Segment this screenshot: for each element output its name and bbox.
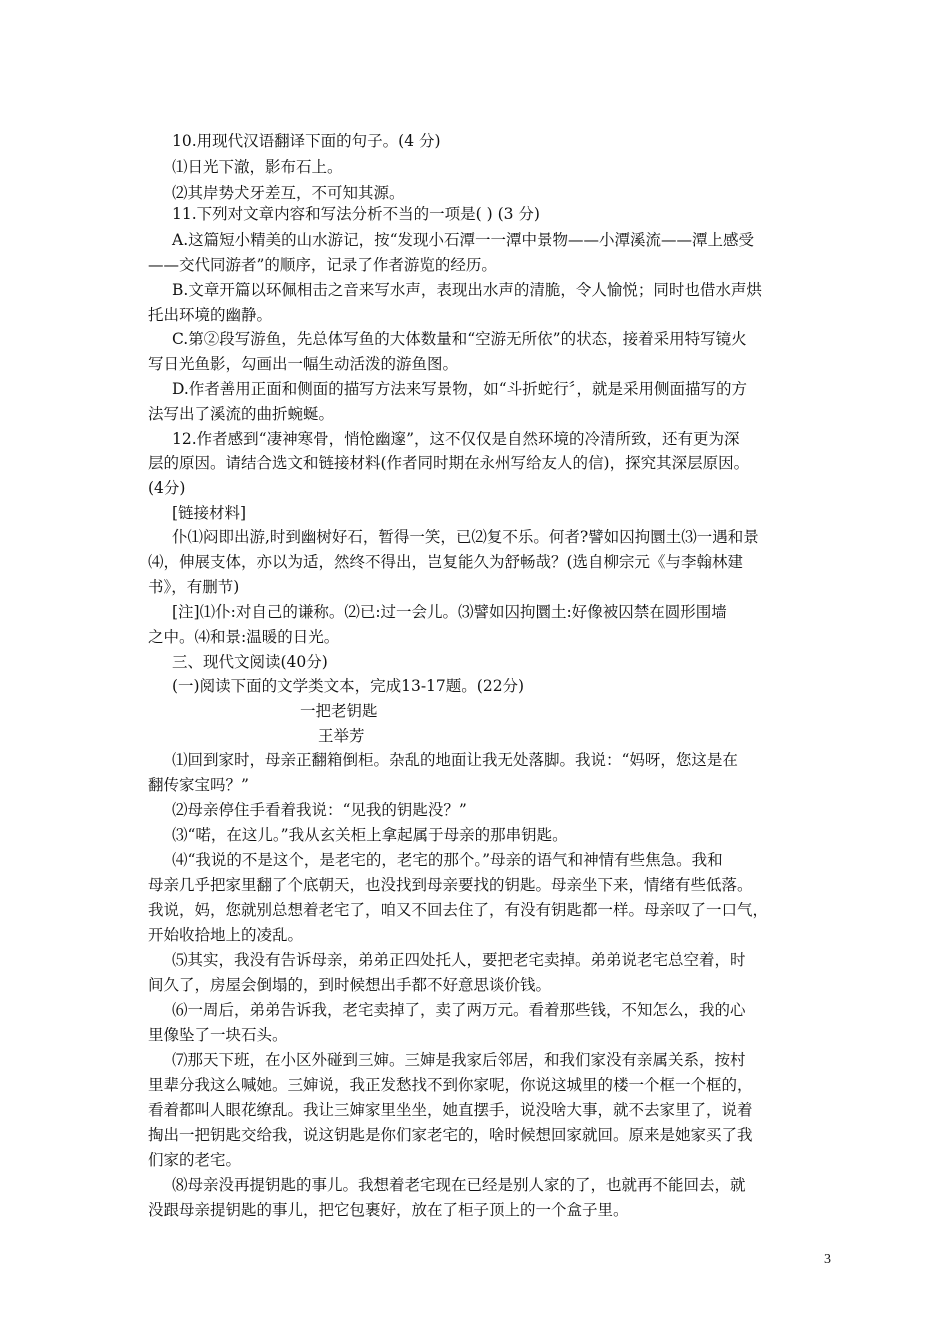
paragraph-8-line-1: ⑻母亲没再提钥匙的事儿。我想着老宅现在已经是别人家的了，也就再不能回去，就 xyxy=(172,1176,746,1194)
question-11: 11.下列对文章内容和写法分析不当的一项是( ) (3 分) xyxy=(172,205,540,223)
paragraph-7-line-5: 们家的老宅。 xyxy=(148,1151,242,1169)
question-10: 10.用现代汉语翻译下面的句子。(4 分) xyxy=(172,132,441,150)
question-12-line-3: (4分) xyxy=(148,479,186,497)
option-d-line-2: 法写出了溪流的曲折蜿蜒。 xyxy=(148,405,335,423)
question-12-line-2: 层的原因。请结合选文和链接材料(作者同时期在永州写给友人的信)，探究其深层原因。 xyxy=(148,454,750,472)
option-a-line-1: A.这篇短小精美的山水游记，按“发现小石潭一一潭中景物——小潭溪流——潭上感受 xyxy=(172,231,755,249)
paragraph-6-line-1: ⑹一周后，弟弟告诉我，老宅卖掉了，卖了两万元。看着那些钱，不知怎么，我的心 xyxy=(172,1001,746,1019)
option-d-line-1: D.作者善用正面和侧面的描写方法来写景物，如“斗折蛇行〞，就是采用侧面描写的方 xyxy=(172,380,747,398)
question-12-line-1: 12.作者感到“凄神寒骨，悄怆幽邃”，这不仅仅是自然环境的冷清所致，还有更为深 xyxy=(172,430,740,448)
question-10-item-2: ⑵其岸势犬牙差互，不可知其源。 xyxy=(172,184,405,202)
option-c-line-1: C.第②段写游鱼，先总体写鱼的大体数量和“空游无所依”的状态，接着采用特写镜火 xyxy=(172,330,747,348)
notes-line-2: 之中。⑷和景:温暖的日光。 xyxy=(148,628,340,646)
paragraph-5-line-2: 间久了，房屋会倒塌的，到时候想出手都不好意思谈价钱。 xyxy=(148,976,552,994)
option-b-line-2: 托出环境的幽静。 xyxy=(148,306,273,324)
paragraph-5-line-1: ⑸其实，我没有告诉母亲，弟弟正四处托人，要把老宅卖掉。弟弟说老宅总空着，时 xyxy=(172,951,746,969)
option-a-line-2: ——交代同游者”的顺序，记录了作者游览的经历。 xyxy=(148,256,497,274)
link-material-line-3: 书》，有删节) xyxy=(148,578,240,596)
story-title: 一把老钥匙 xyxy=(300,702,378,720)
paragraph-8-line-2: 没跟母亲提钥匙的事儿，把它包裹好，放在了柜子顶上的一个盒子里。 xyxy=(148,1201,629,1219)
question-10-item-1: ⑴日光下澈，影布石上。 xyxy=(172,158,343,176)
paragraph-1-line-2: 翻传家宝吗？” xyxy=(148,776,249,794)
link-material-line-1: 仆⑴闷即出游,时到幽树好石，暂得一笑，已⑵复不乐。何者?譬如囚拘圜土⑶一遇和景 xyxy=(172,528,759,546)
paragraph-7-line-1: ⑺那天下班，在小区外碰到三婶。三婶是我家后邻居，和我们家没有亲属关系，按村 xyxy=(172,1051,746,1069)
option-b-line-1: B.文章开篇以环佩相击之音来写水声，表现出水声的清脆，令人愉悦；同时也借水声烘 xyxy=(172,281,762,299)
paragraph-7-line-4: 掏出一把钥匙交给我，说这钥匙是你们家老宅的，啥时候想回家就回。原来是她家买了我 xyxy=(148,1126,753,1144)
link-material-heading: [链接材料] xyxy=(172,504,247,522)
paragraph-3: ⑶“喏，在这儿。”我从玄关柜上拿起属于母亲的那串钥匙。 xyxy=(172,826,568,844)
paragraph-4-line-1: ⑷“我说的不是这个，是老宅的，老宅的那个。”母亲的语气和神情有些焦急。我和 xyxy=(172,851,723,869)
paragraph-7-line-3: 看着都叫人眼花缭乱。我让三婶家里坐坐，她直摆手，说没啥大事，就不去家里了，说着 xyxy=(148,1101,753,1119)
paragraph-1-line-1: ⑴回到家时，母亲正翻箱倒柜。杂乱的地面让我无处落脚。我说：“妈呀，您这是在 xyxy=(172,751,738,769)
option-c-line-2: 写日光鱼影，勾画出一幅生动活泼的游鱼图。 xyxy=(148,355,459,373)
paragraph-2: ⑵母亲停住手看着我说：“见我的钥匙没？” xyxy=(172,801,467,819)
section-heading: 三、现代文阅读(40分) xyxy=(172,653,328,671)
paragraph-4-line-2: 母亲几乎把家里翻了个底朝天，也没找到母亲要找的钥匙。母亲坐下来，情绪有些低落。 xyxy=(148,876,753,894)
link-material-line-2: ⑷，伸展支体，亦以为适，然终不得出，岂复能久为舒畅哉？(选自柳宗元《与李翰林建 xyxy=(148,553,744,571)
story-author: 王举芳 xyxy=(318,727,365,745)
notes-line-1: [注]⑴仆:对自己的谦称。⑵已:过一会儿。⑶譬如囚拘圜土:好像被囚禁在圆形围墙 xyxy=(172,603,727,621)
page-number: 3 xyxy=(824,1252,831,1267)
paragraph-7-line-2: 里辈分我这么喊她。三婶说，我正发愁找不到你家呢，你说这城里的楼一个框一个框的， xyxy=(148,1076,753,1094)
paragraph-4-line-3: 我说，妈，您就别总想着老宅了，咱又不回去住了，有没有钥匙都一样。母亲叹了一口气， xyxy=(148,901,769,919)
subsection-heading: (一)阅读下面的文学类文本，完成13-17题。(22分) xyxy=(172,677,525,695)
paragraph-6-line-2: 里像坠了一块石头。 xyxy=(148,1026,288,1044)
paragraph-4-line-4: 开始收拾地上的凌乱。 xyxy=(148,926,304,944)
